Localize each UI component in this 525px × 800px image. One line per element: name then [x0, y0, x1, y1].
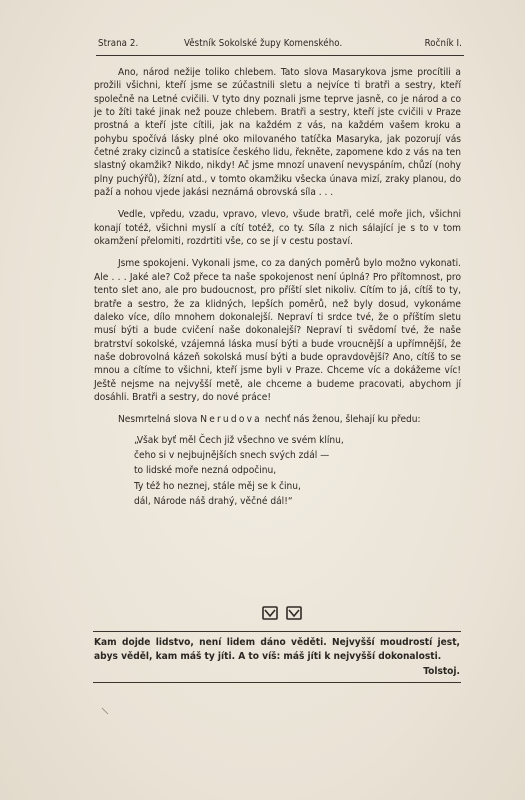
- intro-after: nechť nás ženou, šlehají ku předu:: [261, 414, 421, 426]
- paragraph-2: Vedle, vpředu, vzadu, vpravo, vlevo, všude bratři, celé moře jich, všichni konají totéž, všichni myslí a cítí totéž, co ty. Síla z nich sálající je s to v tom okamžení přelomiti, rozdrtiti vše, co se jí v cestu postaví.: [94, 209, 461, 248]
- paragraph-3: Jsme spokojeni. Vykonali jsme, co za daných poměrů bylo možno vykonati. Ale . . . Jaké ale? Což přece ta naše spokojenost není úplná? Pro přítomnost, pro tento slet ano, ale pro budoucnost, pro příští slet nikoliv. Cítím to já, cítíš to ty, bratře a sestro, že za klidných, lepších poměrů, než byly dosud, vykonáme daleko více, dílo mnohem dokonalejší. Nepraví ti srdce tvé, že o příštím sletu musí býti a bude cvičení naše dokonalejší? Nepraví ti svědomí tvé, že naše bratrství sokolské, vzájemná láska musí býti a bude vroucnější a upřímnější, že naše dobrovolná kázeň sokolská musí býti a bude opravdovější? Ano, cítíš to se mnou a cítíme to všichni, kteří jsme byli v Praze. Chceme víc a dokážeme víc! Ještě nejsme na nejvyšší metě, ale chceme a budeme pracovati, abychom jí dosáhli. Bratři a sestry, do nové práce!: [94, 258, 461, 403]
- tolstoy-quote: [94, 636, 460, 679]
- page-header: [98, 36, 462, 56]
- poem-line-2: čeho si v nejbujnějších snech svých zdál —: [134, 450, 330, 461]
- quote-author: Tolstoj.: [423, 665, 460, 677]
- journal-title: Věstník Sokolské župy Komenského.: [184, 38, 343, 49]
- quote-rule-bottom: [93, 682, 461, 683]
- paragraph-1: Ano, národ nežije toliko chlebem. Tato slova Masarykova jsme procítili a prožili všichni, kteří jsme se zúčastnili sletu a nejvíce ti bratři a sestry, kteří společně na Letné cvičili. V tyto dny poznali jsme teprve jasně, co je národ a co je to žíti také jinak než pouze chlebem. Bratři a sestry, kteří jste cvičili v Praze prostná a kteří jste cítili, jak na každém z vás, na každém vašem kroku a pohybu spočívá lásky plné oko milovaného tatíčka Masaryka, jak pozorují vás četné zraky cizinců a statisíce českého lidu, řekněte, zapomene kdo z vás na ten slastný okamžik? Nikdo, nikdy! Ač jsme mnozí unavení nevyspáním, chůzí (nohy plny puchýřů), žízní atd., v tomto okamžiku všecka únava mizí, zraky planou, do paží a nohou vjede jakási neznámá obrovská síla . . .: [94, 67, 461, 199]
- poem: [134, 433, 461, 510]
- paper-speck-icon: [100, 706, 110, 716]
- article-body: [94, 66, 461, 510]
- volume-number: Ročník I.: [424, 38, 462, 49]
- paragraph-intro: [94, 413, 461, 426]
- intro-name: Nerudova: [200, 414, 262, 426]
- poem-line-4: Ty též ho neznej, stále měj se k činu,: [134, 480, 301, 492]
- poem-line-1: „Však byť měl Čech již všechno ve svém klínu,: [134, 434, 344, 446]
- poem-line-3: to lidské moře nezná odpočinu,: [134, 465, 277, 477]
- poem-line-5: dál, Národe náš drahý, věčné dál!“: [134, 496, 293, 508]
- quote-rule-top: [93, 631, 461, 632]
- intro-before: Nesmrtelná slova: [118, 414, 201, 426]
- page-number: Strana 2.: [98, 38, 139, 49]
- header-rule: [96, 55, 464, 56]
- sokol-ornament-icon: [260, 605, 304, 621]
- quote-text: Kam dojde lidstvo, není lidem dáno věděti. Nejvyšší moudrostí jest, abys věděl, kam máš ty jíti. A to víš: máš jíti k nejvyšší dokonalosti.: [94, 637, 460, 663]
